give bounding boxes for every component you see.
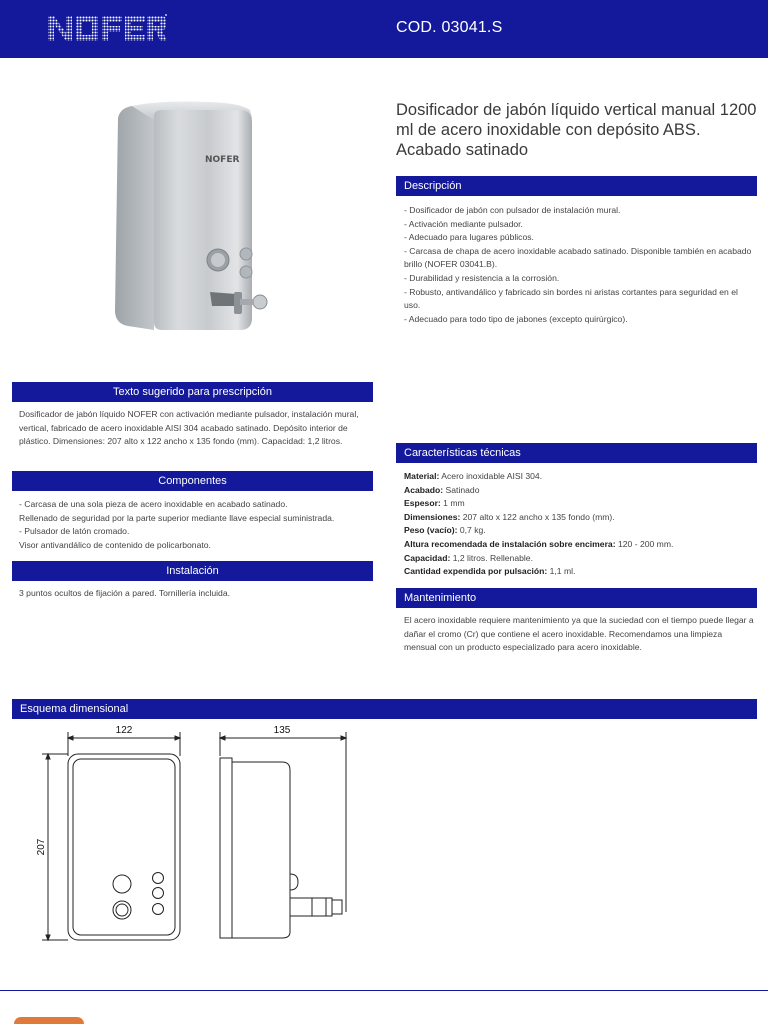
spec-value: 0,7 kg. xyxy=(459,525,486,536)
caracteristicas-body xyxy=(404,470,756,579)
descripcion-line: - Adecuado para todo tipo de jabones (excepto quirúrgico). xyxy=(404,313,628,324)
height-dimension-label: 207 xyxy=(36,838,47,856)
product-title: Dosificador de jabón líquido vertical manual 1200 ml de acero inoxidable con depósito ABS. Acabado satinado xyxy=(396,101,757,159)
spec-row xyxy=(404,511,756,525)
descripcion-line: - Durabilidad y resistencia a la corrosión. xyxy=(404,272,560,283)
spec-row xyxy=(404,524,756,538)
spec-label: Capacidad: xyxy=(404,552,451,563)
product-code: COD. 03041.S xyxy=(396,19,503,36)
spec-label: Peso (vacío): xyxy=(404,525,458,536)
spec-label: Acabado: xyxy=(404,484,444,495)
spec-value: 1,1 ml. xyxy=(549,566,576,577)
componentes-heading: Componentes xyxy=(12,471,373,491)
componentes-line: - Pulsador de latón cromado. xyxy=(19,526,130,537)
footer-badge xyxy=(14,1017,84,1024)
spec-value: Acero inoxidable AISI 304. xyxy=(441,471,543,481)
descripcion-body xyxy=(404,204,754,326)
spec-value: 207 alto x 122 ancho x 135 fondo (mm). xyxy=(462,511,615,522)
componentes-line: Rellenado de seguridad por la parte superior mediante llave especial suministrada. xyxy=(19,512,335,523)
spec-label: Espesor: xyxy=(404,498,441,509)
footer-divider xyxy=(0,990,768,991)
nofer-logo xyxy=(46,13,168,45)
spec-row xyxy=(404,538,756,552)
descripcion-heading: Descripción xyxy=(396,176,757,196)
descripcion-line: - Dosificador de jabón con pulsador de instalación mural. xyxy=(404,205,621,215)
spec-label: Dimensiones: xyxy=(404,511,461,522)
spec-value: 120 - 200 mm. xyxy=(617,538,674,549)
spec-value: 1 mm xyxy=(443,498,465,509)
spec-value: Satinado xyxy=(445,484,480,495)
photo-brand-label: NOFER xyxy=(205,155,240,165)
spec-row xyxy=(404,484,756,498)
spec-label: Material: xyxy=(404,471,440,481)
spec-row xyxy=(404,565,756,579)
mantenimiento-heading: Mantenimiento xyxy=(396,588,757,608)
spec-row xyxy=(404,470,756,484)
descripcion-line: - Activación mediante pulsador. xyxy=(404,218,523,229)
componentes-body xyxy=(19,498,373,552)
componentes-line: Visor antivandálico de contenido de policarbonato. xyxy=(19,539,211,550)
dimensional-drawing xyxy=(12,722,378,968)
page-header xyxy=(0,0,768,58)
componentes-line: - Carcasa de una sola pieza de acero inoxidable en acabado satinado. xyxy=(19,499,288,509)
descripcion-line: - Robusto, antivandálico y fabricado sin bordes ni aristas cortantes para seguridad en el uso. xyxy=(404,286,738,311)
instalacion-heading: Instalación xyxy=(12,561,373,581)
caracteristicas-heading: Características técnicas xyxy=(396,443,757,463)
descripcion-line: - Carcasa de chapa de acero inoxidable acabado satinado. Disponible también en acabado brillo (NOFER 03041.B). xyxy=(404,245,752,270)
depth-dimension-label: 135 xyxy=(273,725,291,736)
width-dimension-label: 122 xyxy=(115,725,133,736)
spec-value: 1,2 litros. Rellenable. xyxy=(452,552,533,563)
product-photo xyxy=(100,96,280,340)
prescripcion-heading: Texto sugerido para prescripción xyxy=(12,382,373,402)
instalacion-body: 3 puntos ocultos de fijación a pared. Tornillería incluida. xyxy=(19,588,230,598)
descripcion-line: - Adecuado para lugares públicos. xyxy=(404,232,534,243)
mantenimiento-body: El acero inoxidable requiere mantenimiento ya que la suciedad con el tiempo puede llegar a dañar el cromo (Cr) que contiene el acero inoxidable. Recomendamos una limpieza mensual con un producto especializado para acero inoxidable. xyxy=(404,615,754,653)
esquema-heading: Esquema dimensional xyxy=(12,699,757,719)
spec-label: Altura recomendada de instalación sobre encimera: xyxy=(404,538,616,549)
prescripcion-body: Dosificador de jabón líquido NOFER con activación mediante pulsador, instalación mural, vertical, fabricado de acero inoxidable AISI 304 acabado satinado. Depósito interior de plástico. Dimensiones: 207 alto x 122 ancho x 135 fondo (mm). Capacidad: 1,2 litros. xyxy=(19,409,359,447)
spec-row xyxy=(404,497,756,511)
spec-label: Cantidad expendida por pulsación: xyxy=(404,566,548,577)
spec-row xyxy=(404,552,756,566)
